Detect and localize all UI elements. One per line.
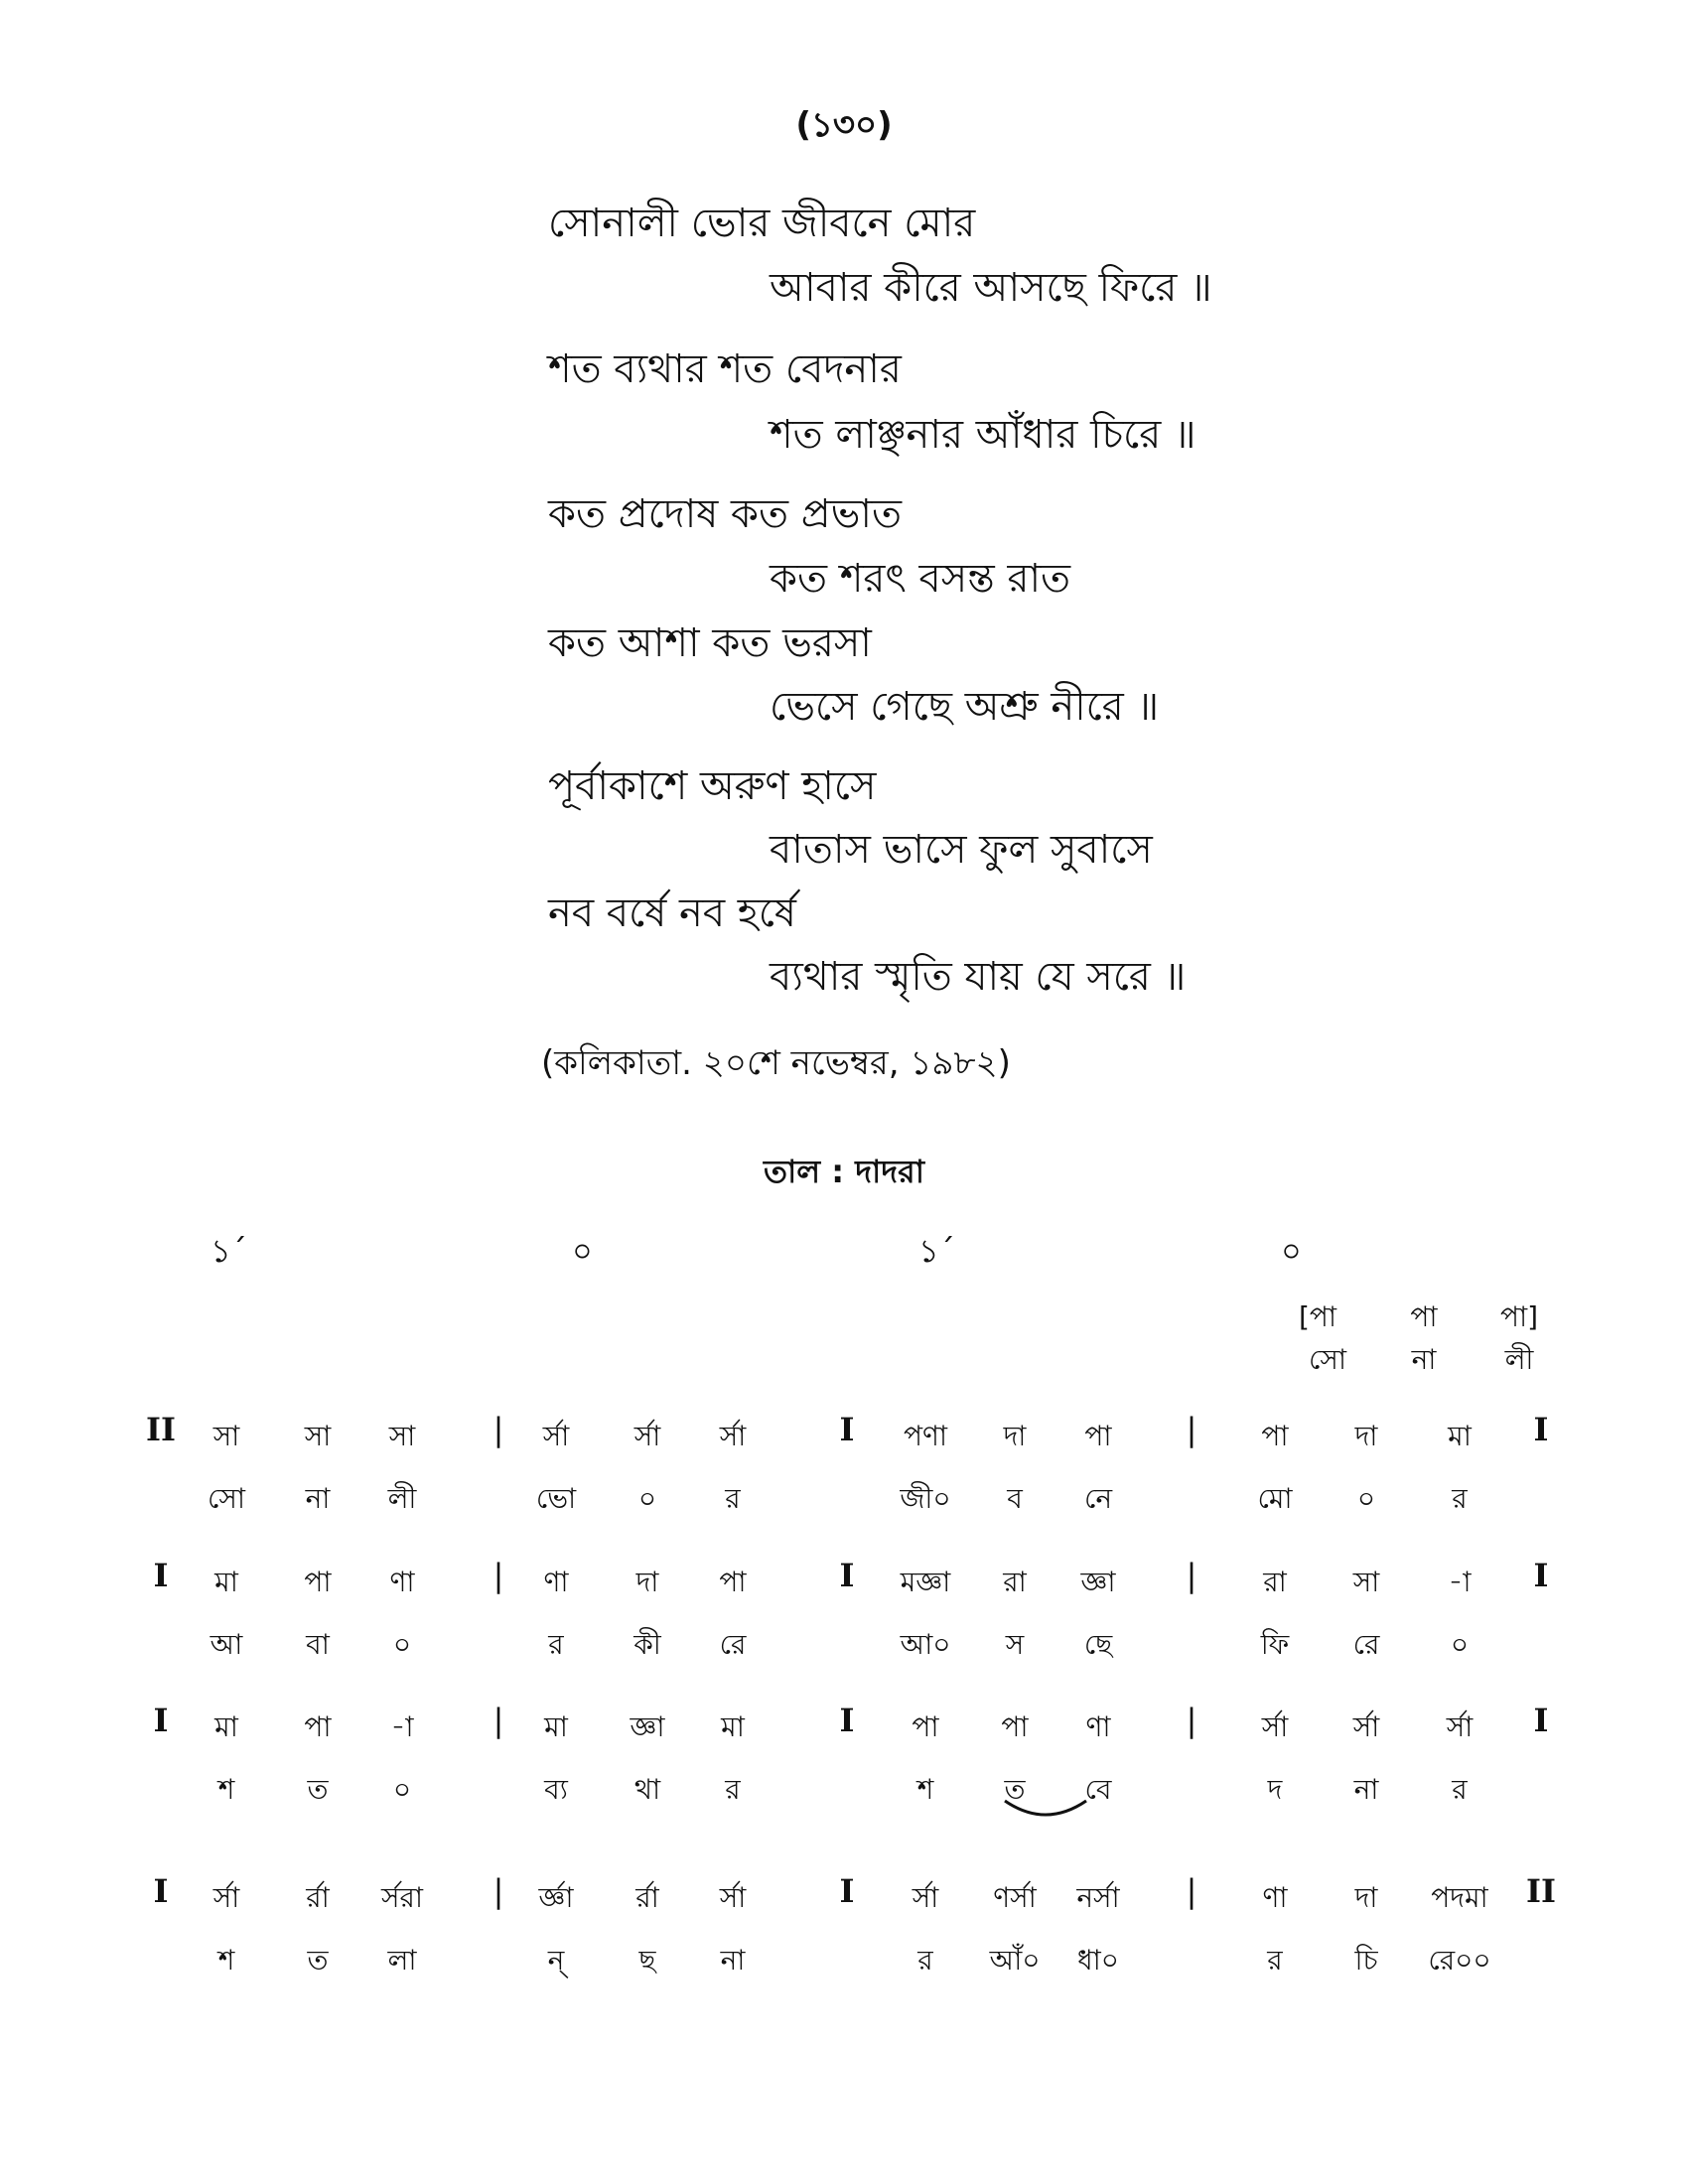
slur-mark [1001,1795,1090,1825]
swara-note: সা [304,1420,332,1452]
swara-note: র্সা [719,1420,747,1452]
swara-note: -া [1448,1566,1472,1598]
bar-line: I [839,1411,855,1448]
lyric-syllable: রে [1352,1628,1380,1661]
poem-line: ব্যথার স্মৃতি যায় যে সরে ॥ [770,954,1187,1000]
swara-note: র্সা [542,1420,570,1452]
lyric-syllable: ০ [392,1773,412,1806]
beat-separator: | [492,1557,504,1594]
swara-note: পা [304,1710,332,1743]
lyric-syllable: বা [306,1628,330,1661]
lyric-syllable: ০ [1450,1628,1470,1661]
lyric-syllable: ব্য [544,1773,568,1806]
bar-line: I [1533,1702,1549,1739]
swara-note: সা [388,1420,416,1452]
lyric-syllable: র [917,1944,933,1977]
lyric-syllable: বে [1084,1773,1112,1806]
poem-line: আবার কীরে আসছে ফিরে ॥ [770,265,1212,311]
lyric-syllable: চি [1354,1944,1378,1977]
taali-mark: ০ [1281,1232,1302,1270]
taali-mark: ০ [572,1232,593,1270]
lyric-syllable: কী [633,1628,661,1661]
swara-note: সা [212,1420,240,1452]
lyric-syllable: র [725,1482,741,1515]
bar-line: I [839,1872,855,1910]
intro-swara: [পা [1298,1300,1337,1333]
swara-note: মা [1448,1420,1472,1452]
swara-note: র্সা [212,1881,240,1914]
swara-note: র্রা [635,1881,659,1914]
beat-separator: | [1186,1872,1197,1910]
beat-separator: | [1186,1557,1197,1594]
lyric-syllable: না [305,1482,331,1515]
swara-note: দা [1354,1420,1378,1452]
swara-note: মা [214,1566,238,1598]
lyric-syllable: শ [916,1773,934,1806]
lyric-syllable: নে [1083,1482,1113,1515]
lyric-syllable: র [1452,1482,1468,1515]
swara-note: রা [1263,1566,1287,1598]
swara-note: দা [1354,1881,1378,1914]
beat-separator: | [492,1872,504,1910]
swara-note: র্সা [1261,1710,1289,1743]
lyric-syllable: ০ [392,1628,412,1661]
lyric-syllable: না [720,1944,746,1977]
lyric-syllable: ০ [1356,1482,1376,1515]
lyric-syllable: ছ [638,1944,656,1977]
lyric-syllable: রে০০ [1428,1944,1491,1977]
bar-line: I [839,1702,855,1739]
bar-line: I [153,1702,169,1739]
lyric-syllable: লা [387,1944,417,1977]
swara-note: র্সা [719,1881,747,1914]
intro-lyric: না [1411,1343,1437,1376]
lyric-syllable: মো [1257,1482,1293,1515]
poem-line: ভেসে গেছে অশ্রু নীরে ॥ [770,684,1160,730]
bar-line: I [1533,1411,1549,1448]
swara-note: মা [214,1710,238,1743]
swara-note: পা [304,1566,332,1598]
swara-note: জ্ঞা [1080,1566,1116,1598]
lyric-syllable: ফি [1260,1628,1290,1661]
poem-line: কত আশা কত ভরসা [548,620,872,666]
swara-note: র্সা [912,1881,939,1914]
bar-line: II [1526,1872,1556,1910]
swara-note: দা [1003,1420,1027,1452]
swara-note: র্জ্ঞা [538,1881,574,1914]
lyric-syllable: লী [387,1482,417,1515]
lyric-syllable: শ [217,1944,235,1977]
poem-line: সোনালী ভোর জীবনে মোর [548,201,976,246]
lyric-syllable: ব [1007,1482,1023,1515]
intro-lyric: লী [1504,1343,1534,1376]
lyric-syllable: ভো [535,1482,577,1515]
taali-mark: ১´ [211,1232,247,1270]
swara-note: মা [721,1710,745,1743]
lyric-syllable: থা [633,1773,661,1806]
lyric-syllable: ধা০ [1076,1944,1120,1977]
swara-note: মজ্ঞা [900,1566,951,1598]
swara-note: দা [635,1566,659,1598]
swara-note: ণর্সা [993,1881,1037,1914]
swara-note: র্সা [633,1420,661,1452]
lyric-syllable: ত [307,1944,329,1977]
lyric-syllable: ন্ [547,1944,565,1977]
lyric-syllable: র [1267,1944,1283,1977]
lyric-syllable: স [1005,1628,1025,1661]
poem-line: কত শরৎ বসন্ত রাত [770,556,1071,602]
lyric-syllable: দ [1267,1773,1283,1806]
swara-note: মা [544,1710,568,1743]
bar-line: I [153,1872,169,1910]
tal-heading: তাল : দাদরা [764,1153,924,1190]
page-number: (১৩০) [795,105,893,145]
poem-line: শত ব্যথার শত বেদনার [548,346,902,392]
poem-line: শত লাঞ্ছনার আঁধার চিরে ॥ [770,412,1196,458]
swara-note: নর্সা [1076,1881,1120,1914]
lyric-syllable: জী০ [900,1482,951,1515]
bar-line: II [146,1411,176,1448]
beat-separator: | [492,1702,504,1739]
beat-separator: | [1186,1411,1197,1448]
beat-separator: | [492,1411,504,1448]
poem-date: (কলিকাতা. ২০শে নভেম্বর, ১৯৮২) [541,1043,1011,1083]
intro-swara: পা [1410,1300,1438,1333]
swara-note: র্সরা [380,1881,424,1914]
swara-note: পা [719,1566,747,1598]
swara-note: পদমা [1431,1881,1488,1914]
swara-note: পা [912,1710,939,1743]
taali-mark: ১´ [918,1232,955,1270]
lyric-syllable: রে [719,1628,747,1661]
bar-line: I [153,1557,169,1594]
lyric-syllable: না [1353,1773,1379,1806]
swara-note: ণা [1085,1710,1111,1743]
lyric-syllable: ত [307,1773,329,1806]
swara-note: সা [1352,1566,1380,1598]
swara-note: ণা [543,1566,569,1598]
lyric-syllable: শ [217,1773,235,1806]
lyric-syllable: র [1452,1773,1468,1806]
swara-note: পা [1261,1420,1289,1452]
lyric-syllable: আঁ০ [989,1944,1041,1977]
poem-line: কত প্রদোষ কত প্রভাত [548,491,903,537]
lyric-syllable: ছে [1083,1628,1113,1661]
lyric-syllable: র [725,1773,741,1806]
swara-note: ণা [389,1566,415,1598]
poem-line: পূর্বাকাশে অরুণ হাসে [548,763,877,809]
lyric-syllable: র [548,1628,564,1661]
swara-note: পা [1084,1420,1112,1452]
lyric-syllable: আ [210,1628,243,1661]
swara-note: পা [1001,1710,1029,1743]
poem-line: বাতাস ভাসে ফুল সুবাসে [770,827,1153,873]
poem-line: নব বর্ষে নব হর্ষে [548,890,796,936]
swara-note: র্রা [306,1881,330,1914]
swara-note: ণা [1262,1881,1288,1914]
bar-line: I [839,1557,855,1594]
beat-separator: | [1186,1702,1197,1739]
swara-note: -া [390,1710,414,1743]
bar-line: I [1533,1557,1549,1594]
intro-swara: পা] [1499,1300,1539,1333]
lyric-syllable: সো [208,1482,245,1515]
lyric-syllable: আ০ [900,1628,951,1661]
swara-note: র্সা [1446,1710,1474,1743]
swara-note: রা [1003,1566,1027,1598]
swara-note: পণা [903,1420,948,1452]
swara-note: র্সা [1352,1710,1380,1743]
swara-note: জ্ঞা [630,1710,665,1743]
intro-lyric: সো [1309,1343,1346,1376]
lyric-syllable: ০ [637,1482,657,1515]
lyric-syllable: ত [1004,1773,1026,1806]
